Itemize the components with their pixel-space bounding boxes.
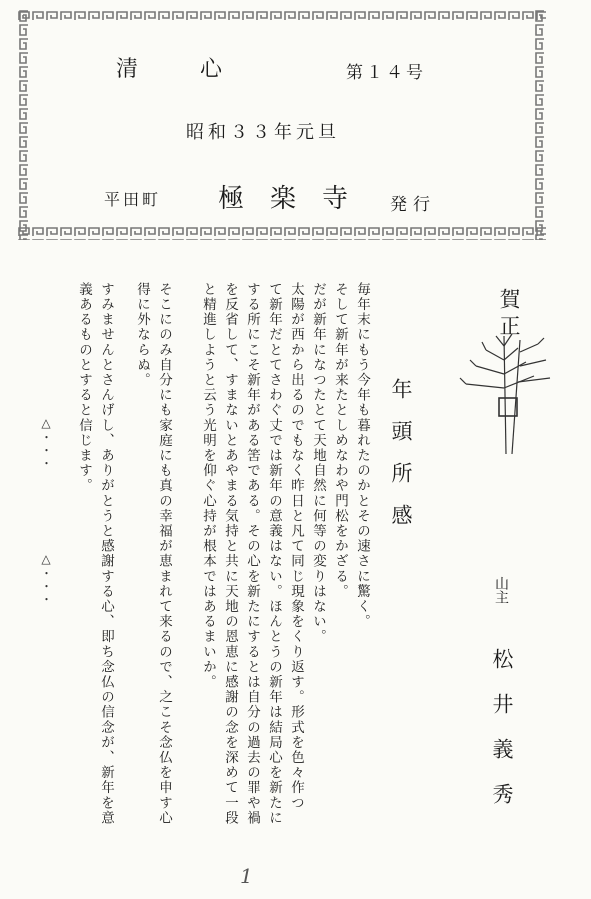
publisher-label: 発行 — [390, 195, 436, 215]
pine-sprig-icon — [456, 326, 556, 456]
issue-number: 第１４号 — [346, 63, 426, 83]
body-column: 義あるものとすると信じます。 — [76, 282, 92, 494]
body-column: すみませんとさんげし、ありがとうと感謝する心、即ち念仏の信念が、新年を意 — [98, 282, 114, 826]
body-column: だが新年になつたとて天地自然に何等の変りはない。 — [310, 282, 326, 645]
body-column: 太陽が西から出るのでもなく昨日と凡て同じ現象をくり返す。形式を色々作つ — [288, 282, 304, 811]
body-column: と精進しようと云う光明を仰ぐ心持が根本ではあるまいか。 — [200, 282, 216, 690]
body-column: そして新年が来たとしめなわや門松をかざる。 — [332, 282, 348, 600]
newsletter-title: 清心 — [116, 57, 285, 82]
author-role: 山主 — [493, 576, 509, 604]
article-heading: 年頭所感 — [389, 378, 413, 546]
author-name: 松井義秀 — [490, 648, 514, 828]
town-name: 平田町 — [104, 190, 162, 209]
temple-name: 極楽寺 — [218, 184, 375, 214]
issue-date: 昭和３３年元旦 — [186, 122, 340, 143]
body-column: する所にこそ新年がある筈である。その心を新たにするとは自分の過去の罪や禍 — [244, 282, 260, 826]
section-mark: △・・・ — [39, 416, 53, 470]
page-number: 1 — [240, 864, 253, 888]
section-mark: △・・・ — [39, 552, 53, 606]
body-column: て新年だとてさわぐ丈では新年の意義はない。ほんとうの新年は結局心を新たに — [266, 282, 282, 826]
body-column: そこにのみ自分にも家庭にも真の幸福が恵まれて来るので、之こそ念仏を申す心 — [156, 282, 172, 826]
new-year-greeting: 賀正 — [497, 288, 521, 342]
body-column: 毎年末にもう今年も暮れたのかとその速さに驚く。 — [354, 282, 370, 630]
body-column: 得に外ならぬ。 — [134, 282, 150, 388]
masthead — [18, 10, 546, 240]
body-column: を反省して、すまないとあやまる気持と共に天地の恩恵に感謝の念を深めて一段 — [222, 282, 238, 826]
